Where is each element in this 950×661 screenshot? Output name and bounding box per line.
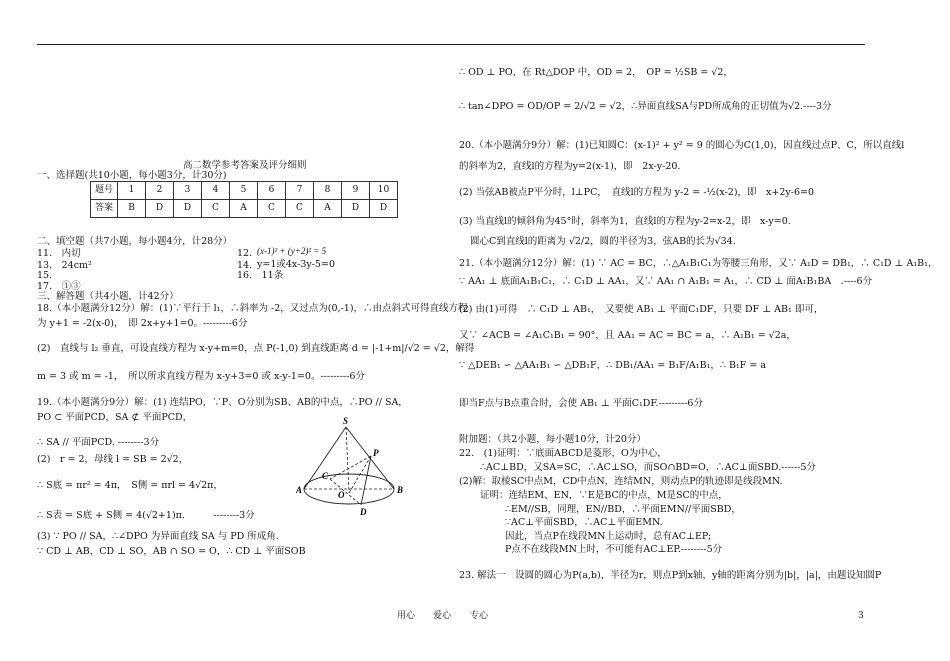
right-line-1: ∴ OD ⊥ PO，在 Rt△DOP 中，OD = 2， OP = ½SB = √2， xyxy=(459,67,733,78)
solution-19-line4: (2) r = 2，母线 l = SB = 2√2， xyxy=(37,454,189,465)
right-line-14: 附加题：（共2小题，每小题10分，计20分） xyxy=(459,434,646,445)
right-line-2: ∴ tan∠DPO = OD/OP = 2/√2 = √2，∴异面直线SA与PD所成角的正切值为√2.----3分 xyxy=(459,101,832,112)
right-line-11: 又∵ ∠ACB = ∠A₁C₁B₁ = 90°，且 AA₁ = AC = BC = a，∴ A₁B₁ = √2a， xyxy=(459,330,796,341)
question-number: 5 xyxy=(230,182,258,200)
answer-cell: D xyxy=(146,200,174,218)
answer-cell: D xyxy=(370,200,398,218)
solution-19-line1: 19.（本小题满分9分）解：(1) 连结PO，∵P、O分别为SB、AB的中点，∴PO // SA， xyxy=(37,397,408,408)
right-line-7: 圆心C到直线l的距离为 √2/2，圆的半径为3，弦AB的长为√34. xyxy=(470,236,736,247)
solution-18-line2: 为 y+1 = -2(x-0)， 即 2x+y+1=0。---------6分 xyxy=(37,318,248,329)
figure-label-s: S xyxy=(343,416,349,426)
answer-cell: B xyxy=(118,200,146,218)
figure-label-b: B xyxy=(397,485,404,495)
cone-figure xyxy=(296,416,408,520)
solution-19-line6: ∴ S表 = S底 + S侧 = 4(√2+1)π. --------3分 xyxy=(37,510,255,521)
figure-label-a: A xyxy=(296,485,303,495)
solution-19-line3: ∴ SA // 平面PCD. --------3分 xyxy=(37,437,160,448)
right-line-21: 因此，当点P在线段MN上运动时，总有AC⊥EP; xyxy=(505,531,712,542)
page-title: 高二数学参考答案及评分细则 xyxy=(183,160,307,171)
top-rule xyxy=(37,44,865,45)
solution-18-line4: m = 3 或 m = -1， 所以所求直线方程为 x-y+3=0 或 x-y-1=0。---------6分 xyxy=(37,371,365,382)
answer-cell: C xyxy=(286,200,314,218)
answer-11: 11. 内切 xyxy=(37,248,81,259)
right-line-13: 即当F点与B点重合时，会使 AB₁ ⊥ 平面C₁DF.---------6分 xyxy=(459,398,703,409)
question-number: 2 xyxy=(146,182,174,200)
question-number: 7 xyxy=(286,182,314,200)
answer-cell: D xyxy=(342,200,370,218)
right-line-16: ∴AC⊥BD，又SA=SC，∴AC⊥SO，而SO∩BD=O，∴AC⊥面SBD.------5分 xyxy=(480,462,816,473)
section1-title: 一、选择题(共10小题，每小题3分，计30分) xyxy=(37,170,227,181)
right-line-19: ∴EM//SB，同理，EN//BD，∴平面EMN//平面SBD， xyxy=(505,504,741,515)
right-line-22: P点不在线段MN上时，不可能有AC⊥EP.--------5分 xyxy=(505,544,723,555)
right-line-15: 22. (1)证明：∵底面ABCD是菱形，O为中心， xyxy=(459,448,667,459)
right-line-12: ∵ △DEB₁ ∽ △AA₁B₁ ∽ △DB₁F，∴ DB₁/AA₁ = B₁F/A₁B₁，∴ B₁F = a xyxy=(459,360,766,371)
right-line-5: (2) 当弦AB被点P平分时，l⊥PC， 直线l的方程为 y-2 = -½(x-2)，即 x+2y-6=0 xyxy=(459,187,815,198)
answer-14-label: 14. xyxy=(237,260,253,271)
footer-word-1: 用心 xyxy=(397,611,416,621)
table-row xyxy=(91,200,398,218)
answer-17: 17. ①③ xyxy=(37,281,81,292)
answer-cell: C xyxy=(258,200,286,218)
question-number: 1 xyxy=(118,182,146,200)
answer-15: 15. xyxy=(37,270,53,281)
right-line-8: 21.（本小题满分12分）解：(1) ∵ AC = BC，∴△A₁B₁C₁为等腰三角形，又∵ A₁D = DB₁，∴ C₁D ⊥ A₁B₁， xyxy=(459,258,938,269)
question-number: 4 xyxy=(202,182,230,200)
section2-title: 二、填空题（共7小题，每小题4分，计28分） xyxy=(37,236,233,247)
right-line-9: ∵ AA₁ ⊥ 底面A₁B₁C₁，∴ C₁D ⊥ AA₁，又∵ AA₁ ∩ A₁B₁ = A₁，∴ CD ⊥ 面A₁B₁BA .----6分 xyxy=(459,276,873,287)
right-line-10: (2) 由(1)可得 ∴ C₁D ⊥ AB₁， 又要使 AB₁ ⊥ 平面C₁DF，只要 DF ⊥ AB₁ 即可， xyxy=(459,304,824,315)
question-number: 6 xyxy=(258,182,286,200)
table-row xyxy=(91,182,398,200)
answer-cell: A xyxy=(230,200,258,218)
answer-cell: A xyxy=(314,200,342,218)
question-number: 9 xyxy=(342,182,370,200)
right-line-18: 证明：连结EM、EN，∵E是BC的中点，M是SC的中点， xyxy=(480,490,728,501)
question-number: 10 xyxy=(370,182,398,200)
footer-word-2: 爱心 xyxy=(433,611,452,621)
right-line-17: (2)解：取棱SC中点M，CD中点N，连结MN，则动点P的轨迹即是线段MN. xyxy=(459,476,783,487)
figure-label-o: O xyxy=(338,490,345,500)
question-number: 3 xyxy=(174,182,202,200)
question-number: 8 xyxy=(314,182,342,200)
answer-cell: D xyxy=(174,200,202,218)
solution-19-line5: ∴ S底 = πr² = 4π， S侧 = πrl = 4√2π， xyxy=(37,480,223,491)
figure-label-p: P xyxy=(373,448,379,458)
figure-label-d: D xyxy=(360,507,367,517)
answer-cell: C xyxy=(202,200,230,218)
solution-19-line7: (3) ∵ PO // SA，∴∠DPO 为异面直线 SA 与 PD 所成角. xyxy=(37,531,279,542)
solution-18-line3: (2) 直线与 l₂ 垂直，可设直线方程为 x-y+m=0，点 P(-1,0) 到直线距离 d = |-1+m|/√2 = √2，解得 xyxy=(37,343,475,354)
page-number: 3 xyxy=(858,611,864,621)
answer-12-expr: (x-1)² + (y+2)² = 5 xyxy=(257,246,327,256)
solution-19-line8: ∵ CD ⊥ AB，CD ⊥ SO，AB ∩ SO = O，∴ CD ⊥ 平面SOB xyxy=(37,546,306,557)
answer-13: 13. 24cm² xyxy=(37,260,92,271)
solution-19-line2: PO ⊂ 平面PCD，SA ⊄ 平面PCD， xyxy=(37,412,193,423)
section3-title: 三、解答题（共4小题，计42分） xyxy=(37,291,179,302)
footer-word-3: 专心 xyxy=(470,611,489,621)
figure-label-c: C xyxy=(322,471,329,481)
right-line-4: 的斜率为2，直线l的方程为y=2(x-1)，即 2x-y-20. xyxy=(459,161,681,172)
table-header-cell: 题号 xyxy=(91,182,118,200)
right-line-6: (3) 当直线l的倾斜角为45°时，斜率为1，直线l的方程为y-2=x-2，即 x-y=0. xyxy=(459,216,791,227)
answer-12-label: 12. xyxy=(237,248,253,259)
answer-table xyxy=(90,181,398,218)
solution-18-line1: 18.（本小题满分12分）解：(1)∵平行于 l₁，∴斜率为 -2，又过点为(0,-1)，∴由点斜式可得直线方程 xyxy=(37,303,468,314)
right-line-23: 23. 解法一 设圆的圆心为P(a,b)，半径为r，则点P到x轴，y轴的距离分别为|b|，|a|，由题设知圆P xyxy=(459,570,882,581)
answer-14-expr: y=1或4x-3y-5=0 xyxy=(257,259,335,270)
right-line-20: ∵AC⊥平面SBD，∴AC⊥平面EMN. xyxy=(505,517,663,528)
answer-16: 16. 11条 xyxy=(237,270,284,281)
right-line-3: 20.（本小题满分9分）解：(1)已知圆C：(x-1)² + y² = 9 的圆心为C(1,0)，因直线过点P、C，所以直线l xyxy=(459,140,905,151)
table-header-cell: 答案 xyxy=(91,200,118,218)
